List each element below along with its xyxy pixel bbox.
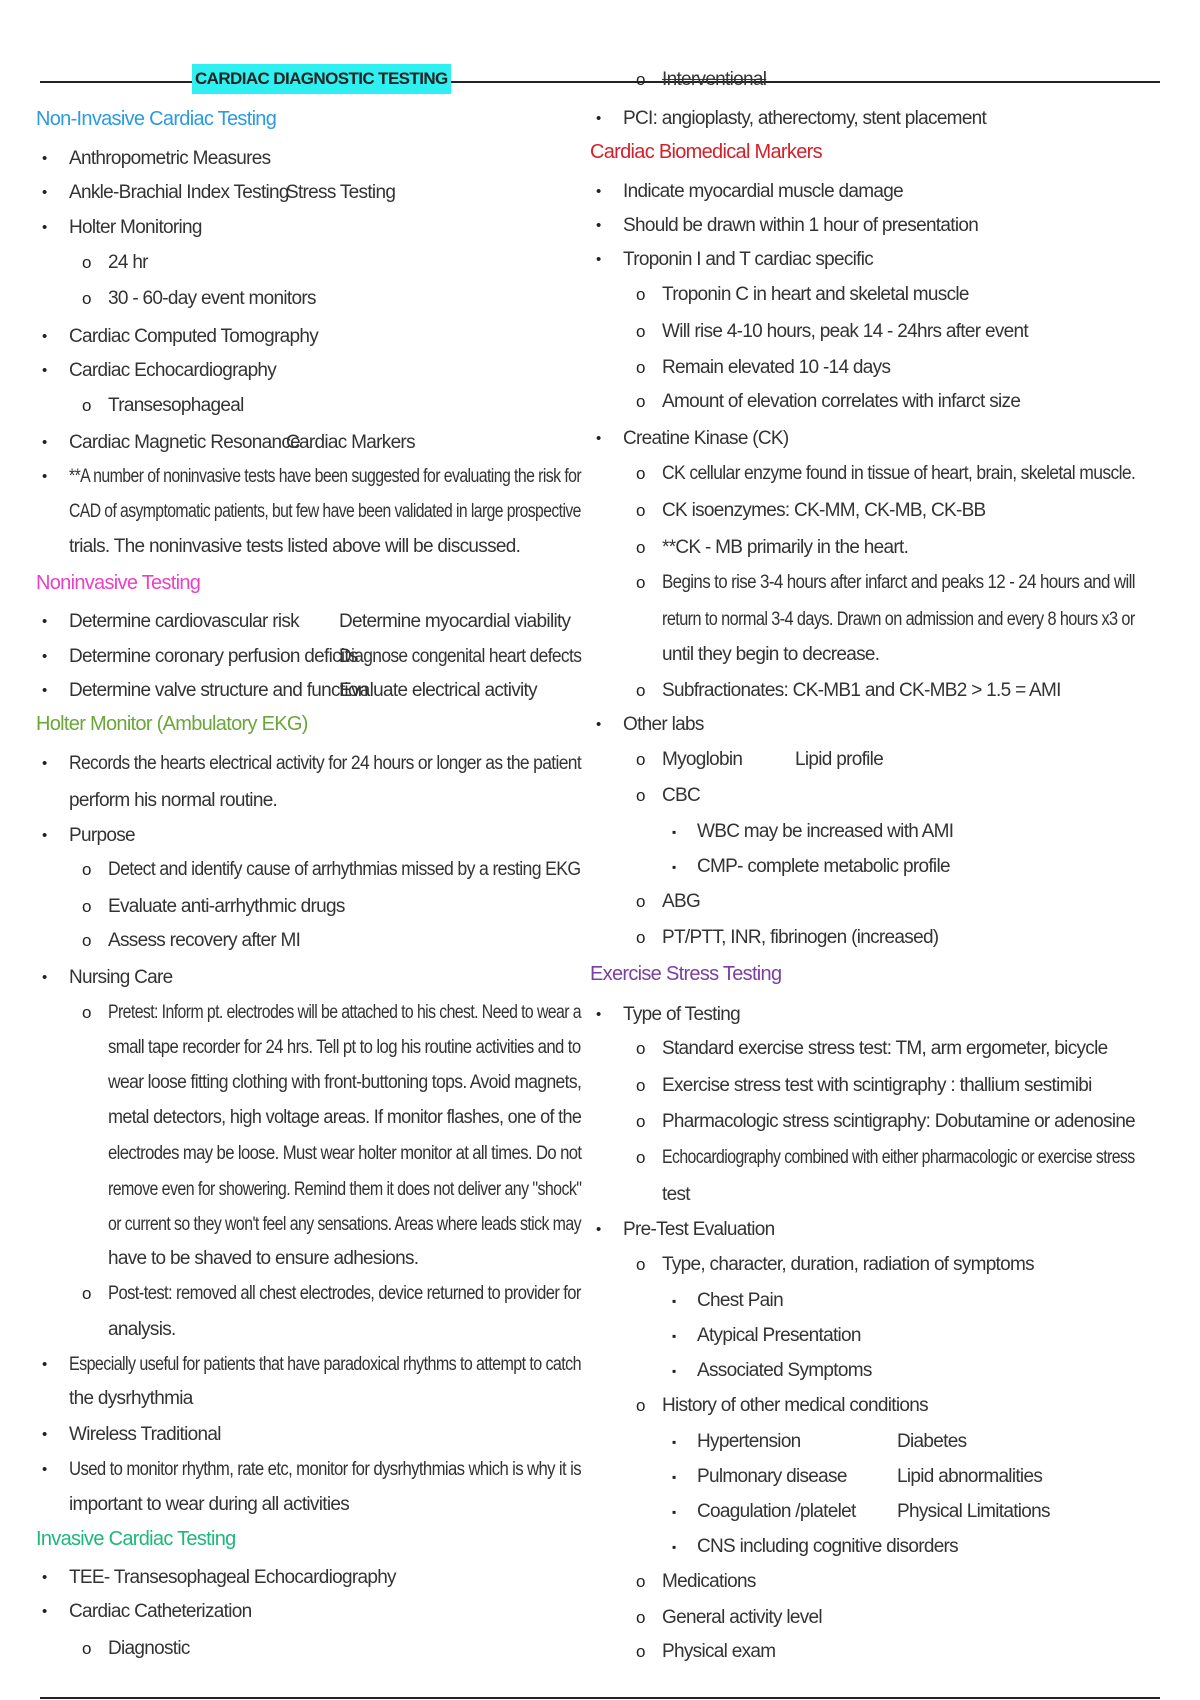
list-item: Assess recovery after MI	[108, 930, 301, 951]
list-item: Purpose	[69, 825, 135, 846]
bullet-icon: •	[596, 1221, 602, 1238]
circle-bullet-icon: o	[636, 464, 646, 483]
list-item: Lipid abnormalities	[897, 1466, 1043, 1487]
list-item: **CK - MB primarily in the heart.	[662, 537, 909, 558]
list-item: Holter Monitoring	[69, 217, 202, 238]
list-item: Associated Symptoms	[697, 1360, 872, 1381]
list-item: Troponin C in heart and skeletal muscle	[662, 284, 969, 305]
circle-bullet-icon: o	[636, 681, 646, 700]
paragraph-line: test	[662, 1184, 690, 1205]
circle-bullet-icon: o	[636, 501, 646, 520]
circle-bullet-icon: o	[636, 358, 646, 377]
page-title: CARDIAC DIAGNOSTIC TESTING	[192, 64, 451, 94]
square-bullet-icon: ▪	[672, 1294, 677, 1308]
paragraph-line: Begins to rise 3-4 hours after infarct and peaks 12 - 24 hours and will	[662, 572, 1135, 593]
circle-bullet-icon: o	[636, 1255, 646, 1274]
list-item: Type, character, duration, radiation of symptoms	[662, 1254, 1034, 1275]
bullet-icon: •	[42, 1569, 48, 1586]
circle-bullet-icon: o	[636, 1039, 646, 1058]
list-item: Troponin I and T cardiac specific	[623, 249, 874, 270]
circle-bullet-icon: o	[636, 322, 646, 341]
list-item: History of other medical conditions	[662, 1395, 928, 1416]
list-item: 30 - 60-day event monitors	[108, 288, 316, 309]
list-item: Amount of elevation correlates with infarct size	[662, 391, 1021, 412]
paragraph-line: wear loose fitting clothing with front-buttoning tops. Avoid magnets,	[108, 1072, 582, 1093]
list-item: CMP- complete metabolic profile	[697, 856, 950, 877]
bullet-icon: •	[42, 362, 48, 379]
circle-bullet-icon: o	[82, 1639, 92, 1658]
list-item: Myoglobin	[662, 749, 743, 770]
square-bullet-icon: ▪	[672, 1364, 677, 1378]
bullet-icon: •	[596, 430, 602, 447]
list-item: Evaluate anti-arrhythmic drugs	[108, 896, 345, 917]
square-bullet-icon: ▪	[672, 1435, 677, 1449]
circle-bullet-icon: o	[82, 931, 92, 950]
section-heading-noninvasive: Noninvasive Testing	[36, 572, 201, 594]
list-item: Lipid profile	[795, 749, 884, 770]
list-item: Type of Testing	[623, 1004, 740, 1025]
circle-bullet-icon: o	[636, 1112, 646, 1131]
section-heading-stress: Exercise Stress Testing	[590, 963, 782, 985]
circle-bullet-icon: o	[636, 70, 646, 89]
bullet-icon: •	[42, 755, 48, 772]
paragraph-line: Records the hearts electrical activity for 24 hours or longer as the patient	[69, 753, 582, 774]
list-item: Pharmacologic stress scintigraphy: Dobutamine or adenosine	[662, 1111, 1135, 1132]
list-item: Should be drawn within 1 hour of presentation	[623, 215, 979, 236]
paragraph-line: analysis.	[108, 1319, 176, 1340]
paragraph-line: perform his normal routine.	[69, 790, 278, 811]
list-item: Cardiac Catheterization	[69, 1601, 252, 1622]
circle-bullet-icon: o	[636, 1148, 646, 1167]
list-item: CNS including cognitive disorders	[697, 1536, 958, 1557]
bullet-icon: •	[42, 1426, 48, 1443]
bullet-icon: •	[42, 648, 48, 665]
paragraph-line: the dysrhythmia	[69, 1388, 193, 1409]
bullet-icon: •	[42, 682, 48, 699]
list-item: Pulmonary disease	[697, 1466, 847, 1487]
list-item: Diabetes	[897, 1431, 967, 1452]
paragraph-line: return to normal 3-4 days. Drawn on admission and every 8 hours x3 or	[662, 609, 1135, 630]
list-item: Evaluate electrical activity	[339, 680, 537, 701]
list-item: Cardiac Computed Tomography	[69, 326, 319, 347]
list-item: Stress Testing	[286, 182, 396, 203]
paragraph-line: or current so they won't feel any sensations. Areas where leads stick may	[108, 1214, 581, 1235]
circle-bullet-icon: o	[82, 289, 92, 308]
paragraph-line: small tape recorder for 24 hrs. Tell pt to log his routine activities and to	[108, 1037, 581, 1058]
square-bullet-icon: ▪	[672, 1470, 677, 1484]
section-heading-invasive: Invasive Cardiac Testing	[36, 1528, 236, 1550]
list-item: Indicate myocardial muscle damage	[623, 181, 903, 202]
paragraph-line: electrodes may be loose. Must wear holter monitor at all times. Do not	[108, 1143, 582, 1164]
list-item: Subfractionates: CK-MB1 and CK-MB2 > 1.5 = AMI	[662, 680, 1061, 701]
list-item: Ankle-Brachial Index Testing	[69, 182, 289, 203]
bullet-icon: •	[42, 1603, 48, 1620]
square-bullet-icon: ▪	[672, 1505, 677, 1519]
list-item: General activity level	[662, 1607, 822, 1628]
bottom-rule	[40, 1697, 1160, 1699]
list-item: Diagnose congenital heart defects	[339, 646, 582, 667]
circle-bullet-icon: o	[82, 897, 92, 916]
paragraph-line: remove even for showering. Remind them it does not deliver any "shock"	[108, 1179, 582, 1200]
section-heading-noninvasive-cardiac: Non-Invasive Cardiac Testing	[36, 108, 277, 130]
list-item: Standard exercise stress test: TM, arm ergometer, bicycle	[662, 1038, 1108, 1059]
list-item: Diagnostic	[108, 1638, 190, 1659]
circle-bullet-icon: o	[636, 1642, 646, 1661]
bullet-icon: •	[596, 110, 602, 127]
list-item: Pre-Test Evaluation	[623, 1219, 775, 1240]
circle-bullet-icon: o	[636, 892, 646, 911]
bullet-icon: •	[42, 184, 48, 201]
paragraph-line: important to wear during all activities	[69, 1494, 350, 1515]
list-item: Nursing Care	[69, 967, 173, 988]
list-item: Physical exam	[662, 1641, 776, 1662]
circle-bullet-icon: o	[636, 928, 646, 947]
list-item: Detect and identify cause of arrhythmias missed by a resting EKG	[108, 859, 581, 880]
bullet-icon: •	[596, 217, 602, 234]
bullet-icon: •	[596, 183, 602, 200]
list-item: Cardiac Echocardiography	[69, 360, 277, 381]
list-item: Interventional	[662, 69, 767, 90]
list-item: CK cellular enzyme found in tissue of heart, brain, skeletal muscle.	[662, 463, 1136, 484]
paragraph-line: Used to monitor rhythm, rate etc, monitor for dysrhythmias which is why it is	[69, 1459, 581, 1480]
list-item: Exercise stress test with scintigraphy : thallium sestimibi	[662, 1075, 1092, 1096]
circle-bullet-icon: o	[82, 396, 92, 415]
circle-bullet-icon: o	[636, 1076, 646, 1095]
paragraph-line: trials. The noninvasive tests listed above will be discussed.	[69, 536, 521, 557]
circle-bullet-icon: o	[636, 786, 646, 805]
list-item: CBC	[662, 785, 701, 806]
bullet-icon: •	[42, 613, 48, 630]
list-item: Physical Limitations	[897, 1501, 1050, 1522]
circle-bullet-icon: o	[636, 573, 646, 592]
list-item: Other labs	[623, 714, 704, 735]
bullet-icon: •	[596, 251, 602, 268]
list-item: PCI: angioplasty, atherectomy, stent placement	[623, 108, 987, 129]
bullet-icon: •	[42, 150, 48, 167]
list-item: Will rise 4-10 hours, peak 14 - 24hrs after event	[662, 321, 1028, 342]
circle-bullet-icon: o	[636, 1396, 646, 1415]
list-item: Atypical Presentation	[697, 1325, 861, 1346]
circle-bullet-icon: o	[636, 392, 646, 411]
list-item: Determine cardiovascular risk	[69, 611, 299, 632]
circle-bullet-icon: o	[82, 860, 92, 879]
bullet-icon: •	[42, 827, 48, 844]
square-bullet-icon: ▪	[672, 825, 677, 839]
list-item: CK isoenzymes: CK-MM, CK-MB, CK-BB	[662, 500, 986, 521]
list-item: Remain elevated 10 -14 days	[662, 357, 891, 378]
circle-bullet-icon: o	[82, 1284, 92, 1303]
circle-bullet-icon: o	[82, 1003, 92, 1022]
paragraph-line: metal detectors, high voltage areas. If monitor flashes, one of the	[108, 1107, 582, 1128]
square-bullet-icon: ▪	[672, 860, 677, 874]
circle-bullet-icon: o	[636, 1608, 646, 1627]
list-item: Medications	[662, 1571, 756, 1592]
list-item: Coagulation /platelet	[697, 1501, 856, 1522]
list-item: 24 hr	[108, 252, 148, 273]
list-item: Transesophageal	[108, 395, 244, 416]
circle-bullet-icon: o	[636, 285, 646, 304]
bullet-icon: •	[42, 1461, 48, 1478]
list-item: Chest Pain	[697, 1290, 783, 1311]
square-bullet-icon: ▪	[672, 1540, 677, 1554]
circle-bullet-icon: o	[82, 253, 92, 272]
list-item: TEE- Transesophageal Echocardiography	[69, 1567, 396, 1588]
list-item: WBC may be increased with AMI	[697, 821, 954, 842]
bullet-icon: •	[596, 1006, 602, 1023]
bullet-icon: •	[42, 1356, 48, 1373]
list-item: Creatine Kinase (CK)	[623, 428, 789, 449]
list-item: Determine myocardial viability	[339, 611, 571, 632]
paragraph-line: Pretest: Inform pt. electrodes will be attached to his chest. Need to wear a	[108, 1002, 581, 1023]
section-heading-holter: Holter Monitor (Ambulatory EKG)	[36, 713, 308, 735]
list-item: Determine coronary perfusion deficits	[69, 646, 358, 667]
list-item: PT/PTT, INR, fibrinogen (increased)	[662, 927, 939, 948]
bullet-icon: •	[42, 434, 48, 451]
bullet-icon: •	[42, 328, 48, 345]
paragraph-line: Especially useful for patients that have paradoxical rhythms to attempt to catch	[69, 1354, 581, 1375]
circle-bullet-icon: o	[636, 1572, 646, 1591]
list-item: Anthropometric Measures	[69, 148, 271, 169]
list-item: Cardiac Markers	[286, 432, 415, 453]
bullet-icon: •	[42, 969, 48, 986]
paragraph-line: until they begin to decrease.	[662, 644, 880, 665]
circle-bullet-icon: o	[636, 750, 646, 769]
list-item: Hypertension	[697, 1431, 801, 1452]
paragraph-line: Post-test: removed all chest electrodes, device returned to provider for	[108, 1283, 581, 1304]
bullet-icon: •	[42, 468, 48, 485]
paragraph-line: have to be shaved to ensure adhesions.	[108, 1248, 419, 1269]
bullet-icon: •	[596, 716, 602, 733]
paragraph-line: CAD of asymptomatic patients, but few have been validated in large prospective	[69, 501, 581, 522]
list-item: Cardiac Magnetic Resonance	[69, 432, 301, 453]
list-item: Determine valve structure and function	[69, 680, 368, 701]
paragraph-line: **A number of noninvasive tests have been suggested for evaluating the risk for	[69, 466, 582, 487]
circle-bullet-icon: o	[636, 538, 646, 557]
bullet-icon: •	[42, 219, 48, 236]
list-item: Wireless Traditional	[69, 1424, 221, 1445]
section-heading-markers: Cardiac Biomedical Markers	[590, 141, 822, 163]
square-bullet-icon: ▪	[672, 1329, 677, 1343]
list-item: ABG	[662, 891, 701, 912]
paragraph-line: Echocardiography combined with either pharmacologic or exercise stress	[662, 1147, 1135, 1168]
